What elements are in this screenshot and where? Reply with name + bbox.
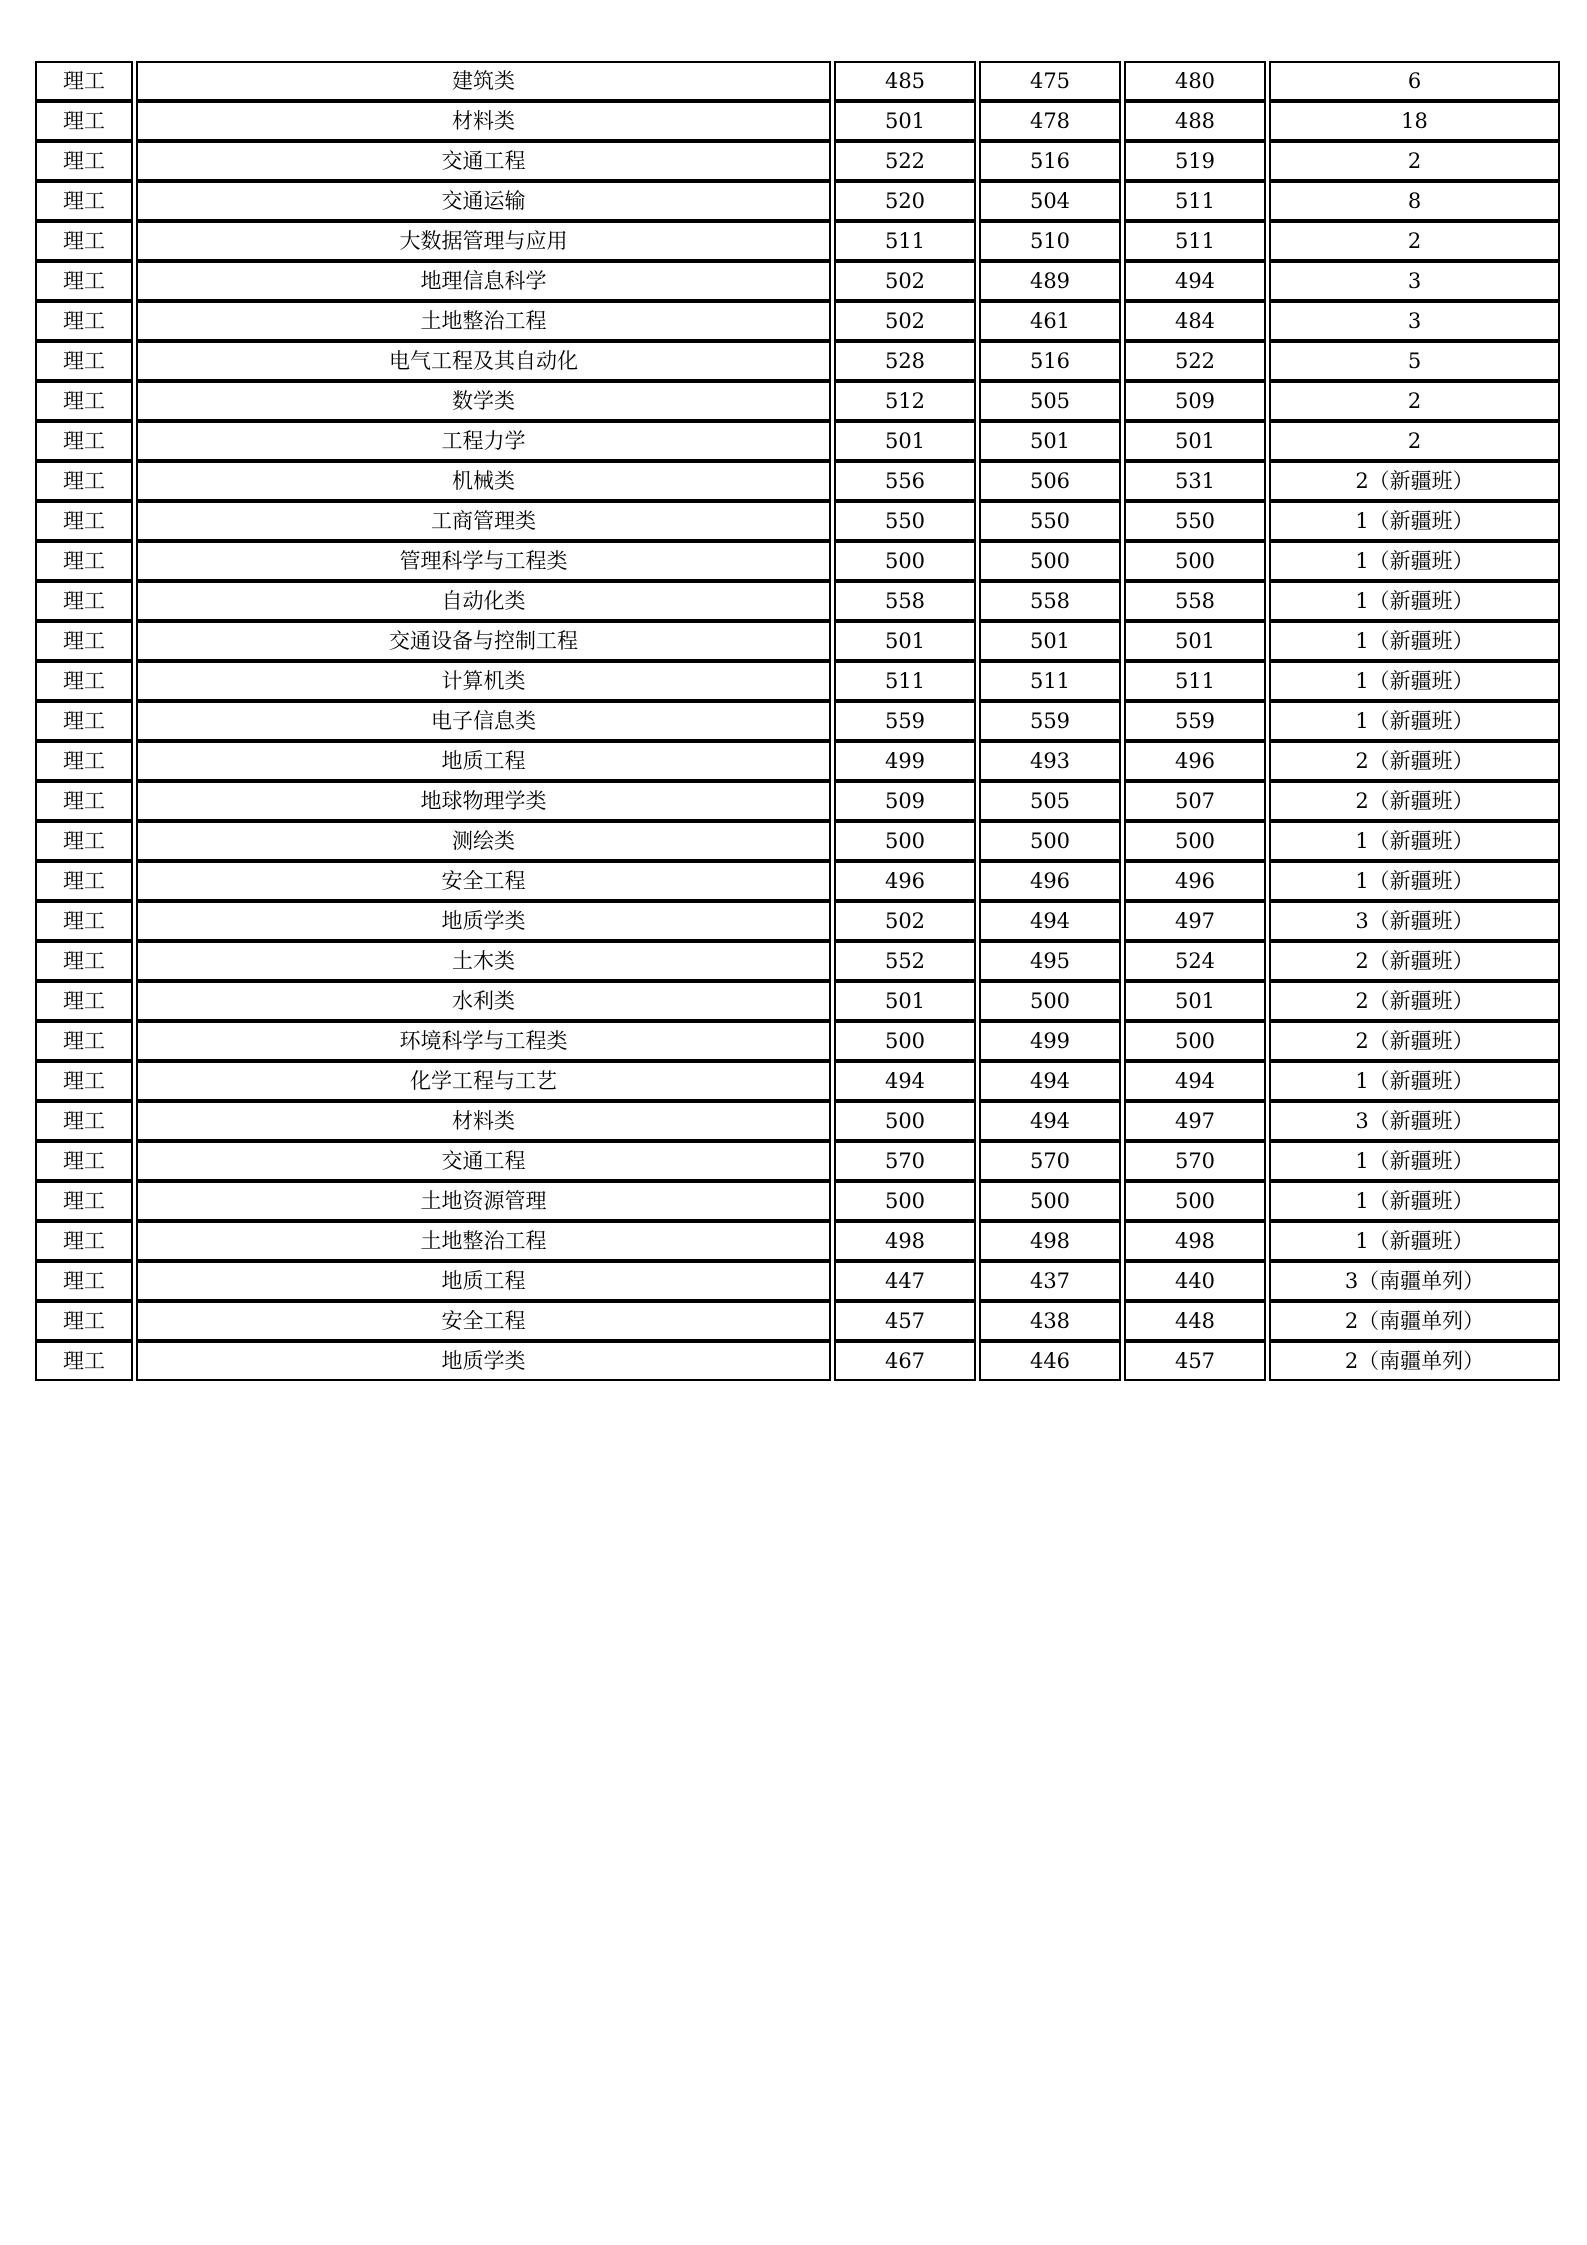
table-row <box>35 781 1560 821</box>
table-row <box>35 581 1560 621</box>
max-score-cell: 502 <box>834 261 976 301</box>
min-score-cell: 505 <box>979 781 1121 821</box>
major-cell: 化学工程与工艺 <box>136 1061 831 1101</box>
category-cell: 理工 <box>35 1341 133 1381</box>
enrollment-count-cell: 2 <box>1269 141 1560 181</box>
category-cell: 理工 <box>35 261 133 301</box>
table-row <box>35 101 1560 141</box>
table-row <box>35 261 1560 301</box>
max-score-cell: 499 <box>834 741 976 781</box>
min-score-cell: 504 <box>979 181 1121 221</box>
major-cell: 机械类 <box>136 461 831 501</box>
enrollment-count-cell: 1（新疆班） <box>1269 1141 1560 1181</box>
major-cell: 交通运输 <box>136 181 831 221</box>
category-cell: 理工 <box>35 861 133 901</box>
avg-score-cell: 522 <box>1124 341 1266 381</box>
enrollment-count-cell: 2（南疆单列） <box>1269 1341 1560 1381</box>
enrollment-count-cell: 1（新疆班） <box>1269 1181 1560 1221</box>
category-cell: 理工 <box>35 1221 133 1261</box>
avg-score-cell: 440 <box>1124 1261 1266 1301</box>
category-cell: 理工 <box>35 661 133 701</box>
max-score-cell: 447 <box>834 1261 976 1301</box>
category-cell: 理工 <box>35 1301 133 1341</box>
min-score-cell: 501 <box>979 621 1121 661</box>
avg-score-cell: 558 <box>1124 581 1266 621</box>
min-score-cell: 499 <box>979 1021 1121 1061</box>
enrollment-count-cell: 3 <box>1269 301 1560 341</box>
table-row <box>35 421 1560 461</box>
avg-score-cell: 496 <box>1124 861 1266 901</box>
enrollment-count-cell: 2（新疆班） <box>1269 781 1560 821</box>
category-cell: 理工 <box>35 421 133 461</box>
table-row <box>35 1141 1560 1181</box>
table-row <box>35 61 1560 101</box>
major-cell: 工程力学 <box>136 421 831 461</box>
max-score-cell: 485 <box>834 61 976 101</box>
max-score-cell: 550 <box>834 501 976 541</box>
enrollment-count-cell: 3（南疆单列） <box>1269 1261 1560 1301</box>
major-cell: 地质工程 <box>136 741 831 781</box>
avg-score-cell: 494 <box>1124 261 1266 301</box>
category-cell: 理工 <box>35 341 133 381</box>
major-cell: 土地整治工程 <box>136 301 831 341</box>
min-score-cell: 446 <box>979 1341 1121 1381</box>
enrollment-count-cell: 1（新疆班） <box>1269 1221 1560 1261</box>
avg-score-cell: 497 <box>1124 901 1266 941</box>
min-score-cell: 500 <box>979 981 1121 1021</box>
enrollment-count-cell: 2 <box>1269 221 1560 261</box>
min-score-cell: 500 <box>979 1181 1121 1221</box>
min-score-cell: 505 <box>979 381 1121 421</box>
enrollment-count-cell: 2（新疆班） <box>1269 741 1560 781</box>
major-cell: 建筑类 <box>136 61 831 101</box>
max-score-cell: 501 <box>834 621 976 661</box>
avg-score-cell: 550 <box>1124 501 1266 541</box>
max-score-cell: 570 <box>834 1141 976 1181</box>
table-row <box>35 901 1560 941</box>
min-score-cell: 496 <box>979 861 1121 901</box>
max-score-cell: 500 <box>834 1181 976 1221</box>
table-row <box>35 541 1560 581</box>
table-row <box>35 661 1560 701</box>
avg-score-cell: 500 <box>1124 1181 1266 1221</box>
category-cell: 理工 <box>35 1261 133 1301</box>
category-cell: 理工 <box>35 101 133 141</box>
table-row <box>35 1101 1560 1141</box>
enrollment-count-cell: 2（南疆单列） <box>1269 1301 1560 1341</box>
major-cell: 安全工程 <box>136 1301 831 1341</box>
min-score-cell: 461 <box>979 301 1121 341</box>
category-cell: 理工 <box>35 1021 133 1061</box>
max-score-cell: 467 <box>834 1341 976 1381</box>
major-cell: 数学类 <box>136 381 831 421</box>
enrollment-count-cell: 1（新疆班） <box>1269 501 1560 541</box>
table-row <box>35 501 1560 541</box>
avg-score-cell: 531 <box>1124 461 1266 501</box>
enrollment-count-cell: 1（新疆班） <box>1269 661 1560 701</box>
enrollment-count-cell: 3（新疆班） <box>1269 901 1560 941</box>
max-score-cell: 512 <box>834 381 976 421</box>
category-cell: 理工 <box>35 781 133 821</box>
avg-score-cell: 511 <box>1124 661 1266 701</box>
avg-score-cell: 500 <box>1124 1021 1266 1061</box>
max-score-cell: 498 <box>834 1221 976 1261</box>
avg-score-cell: 501 <box>1124 421 1266 461</box>
min-score-cell: 437 <box>979 1261 1121 1301</box>
major-cell: 测绘类 <box>136 821 831 861</box>
admission-score-table <box>32 61 1563 1381</box>
max-score-cell: 511 <box>834 661 976 701</box>
category-cell: 理工 <box>35 141 133 181</box>
max-score-cell: 500 <box>834 541 976 581</box>
enrollment-count-cell: 1（新疆班） <box>1269 701 1560 741</box>
major-cell: 地质工程 <box>136 1261 831 1301</box>
avg-score-cell: 511 <box>1124 221 1266 261</box>
major-cell: 地质学类 <box>136 1341 831 1381</box>
max-score-cell: 520 <box>834 181 976 221</box>
table-row <box>35 141 1560 181</box>
enrollment-count-cell: 1（新疆班） <box>1269 621 1560 661</box>
table-row <box>35 381 1560 421</box>
avg-score-cell: 457 <box>1124 1341 1266 1381</box>
major-cell: 安全工程 <box>136 861 831 901</box>
max-score-cell: 502 <box>834 901 976 941</box>
category-cell: 理工 <box>35 181 133 221</box>
major-cell: 地质学类 <box>136 901 831 941</box>
max-score-cell: 511 <box>834 221 976 261</box>
table-row <box>35 981 1560 1021</box>
major-cell: 电子信息类 <box>136 701 831 741</box>
min-score-cell: 438 <box>979 1301 1121 1341</box>
category-cell: 理工 <box>35 621 133 661</box>
table-row <box>35 301 1560 341</box>
min-score-cell: 501 <box>979 421 1121 461</box>
enrollment-count-cell: 1（新疆班） <box>1269 581 1560 621</box>
min-score-cell: 494 <box>979 1061 1121 1101</box>
major-cell: 材料类 <box>136 1101 831 1141</box>
table-row <box>35 701 1560 741</box>
major-cell: 电气工程及其自动化 <box>136 341 831 381</box>
min-score-cell: 570 <box>979 1141 1121 1181</box>
min-score-cell: 511 <box>979 661 1121 701</box>
enrollment-count-cell: 3 <box>1269 261 1560 301</box>
min-score-cell: 516 <box>979 141 1121 181</box>
table-row <box>35 1061 1560 1101</box>
major-cell: 材料类 <box>136 101 831 141</box>
category-cell: 理工 <box>35 701 133 741</box>
table-row <box>35 621 1560 661</box>
category-cell: 理工 <box>35 1061 133 1101</box>
table-row <box>35 1221 1560 1261</box>
max-score-cell: 559 <box>834 701 976 741</box>
major-cell: 自动化类 <box>136 581 831 621</box>
avg-score-cell: 559 <box>1124 701 1266 741</box>
table-row <box>35 821 1560 861</box>
major-cell: 水利类 <box>136 981 831 1021</box>
enrollment-count-cell: 18 <box>1269 101 1560 141</box>
major-cell: 土地资源管理 <box>136 1181 831 1221</box>
avg-score-cell: 500 <box>1124 821 1266 861</box>
table-row <box>35 741 1560 781</box>
category-cell: 理工 <box>35 1141 133 1181</box>
max-score-cell: 500 <box>834 1021 976 1061</box>
avg-score-cell: 497 <box>1124 1101 1266 1141</box>
max-score-cell: 528 <box>834 341 976 381</box>
min-score-cell: 478 <box>979 101 1121 141</box>
category-cell: 理工 <box>35 941 133 981</box>
table-body <box>35 61 1560 1381</box>
min-score-cell: 506 <box>979 461 1121 501</box>
category-cell: 理工 <box>35 581 133 621</box>
category-cell: 理工 <box>35 821 133 861</box>
category-cell: 理工 <box>35 301 133 341</box>
max-score-cell: 552 <box>834 941 976 981</box>
enrollment-count-cell: 5 <box>1269 341 1560 381</box>
max-score-cell: 457 <box>834 1301 976 1341</box>
avg-score-cell: 484 <box>1124 301 1266 341</box>
min-score-cell: 516 <box>979 341 1121 381</box>
table-row <box>35 181 1560 221</box>
enrollment-count-cell: 2 <box>1269 381 1560 421</box>
max-score-cell: 501 <box>834 981 976 1021</box>
avg-score-cell: 488 <box>1124 101 1266 141</box>
max-score-cell: 500 <box>834 1101 976 1141</box>
min-score-cell: 475 <box>979 61 1121 101</box>
major-cell: 交通设备与控制工程 <box>136 621 831 661</box>
avg-score-cell: 501 <box>1124 981 1266 1021</box>
avg-score-cell: 570 <box>1124 1141 1266 1181</box>
category-cell: 理工 <box>35 541 133 581</box>
min-score-cell: 510 <box>979 221 1121 261</box>
avg-score-cell: 509 <box>1124 381 1266 421</box>
enrollment-count-cell: 2（新疆班） <box>1269 1021 1560 1061</box>
table-row <box>35 221 1560 261</box>
enrollment-count-cell: 2（新疆班） <box>1269 461 1560 501</box>
major-cell: 交通工程 <box>136 1141 831 1181</box>
avg-score-cell: 480 <box>1124 61 1266 101</box>
max-score-cell: 500 <box>834 821 976 861</box>
enrollment-count-cell: 8 <box>1269 181 1560 221</box>
avg-score-cell: 500 <box>1124 541 1266 581</box>
major-cell: 环境科学与工程类 <box>136 1021 831 1061</box>
avg-score-cell: 507 <box>1124 781 1266 821</box>
enrollment-count-cell: 3（新疆班） <box>1269 1101 1560 1141</box>
min-score-cell: 489 <box>979 261 1121 301</box>
major-cell: 工商管理类 <box>136 501 831 541</box>
enrollment-count-cell: 6 <box>1269 61 1560 101</box>
major-cell: 交通工程 <box>136 141 831 181</box>
table-row <box>35 1261 1560 1301</box>
min-score-cell: 498 <box>979 1221 1121 1261</box>
max-score-cell: 494 <box>834 1061 976 1101</box>
enrollment-count-cell: 1（新疆班） <box>1269 1061 1560 1101</box>
category-cell: 理工 <box>35 981 133 1021</box>
avg-score-cell: 498 <box>1124 1221 1266 1261</box>
table-row <box>35 1181 1560 1221</box>
min-score-cell: 500 <box>979 821 1121 861</box>
major-cell: 管理科学与工程类 <box>136 541 831 581</box>
category-cell: 理工 <box>35 501 133 541</box>
min-score-cell: 550 <box>979 501 1121 541</box>
major-cell: 土地整治工程 <box>136 1221 831 1261</box>
min-score-cell: 493 <box>979 741 1121 781</box>
enrollment-count-cell: 1（新疆班） <box>1269 861 1560 901</box>
min-score-cell: 500 <box>979 541 1121 581</box>
major-cell: 计算机类 <box>136 661 831 701</box>
enrollment-count-cell: 2（新疆班） <box>1269 941 1560 981</box>
table-row <box>35 461 1560 501</box>
avg-score-cell: 448 <box>1124 1301 1266 1341</box>
enrollment-count-cell: 1（新疆班） <box>1269 541 1560 581</box>
avg-score-cell: 494 <box>1124 1061 1266 1101</box>
enrollment-count-cell: 2 <box>1269 421 1560 461</box>
category-cell: 理工 <box>35 1181 133 1221</box>
max-score-cell: 501 <box>834 101 976 141</box>
min-score-cell: 494 <box>979 901 1121 941</box>
table-row <box>35 941 1560 981</box>
max-score-cell: 502 <box>834 301 976 341</box>
max-score-cell: 556 <box>834 461 976 501</box>
max-score-cell: 558 <box>834 581 976 621</box>
min-score-cell: 559 <box>979 701 1121 741</box>
min-score-cell: 494 <box>979 1101 1121 1141</box>
enrollment-count-cell: 1（新疆班） <box>1269 821 1560 861</box>
min-score-cell: 495 <box>979 941 1121 981</box>
max-score-cell: 509 <box>834 781 976 821</box>
avg-score-cell: 496 <box>1124 741 1266 781</box>
major-cell: 土木类 <box>136 941 831 981</box>
max-score-cell: 501 <box>834 421 976 461</box>
avg-score-cell: 524 <box>1124 941 1266 981</box>
major-cell: 地理信息科学 <box>136 261 831 301</box>
avg-score-cell: 519 <box>1124 141 1266 181</box>
category-cell: 理工 <box>35 381 133 421</box>
major-cell: 大数据管理与应用 <box>136 221 831 261</box>
category-cell: 理工 <box>35 901 133 941</box>
avg-score-cell: 501 <box>1124 621 1266 661</box>
max-score-cell: 496 <box>834 861 976 901</box>
category-cell: 理工 <box>35 1101 133 1141</box>
category-cell: 理工 <box>35 461 133 501</box>
category-cell: 理工 <box>35 221 133 261</box>
table-row <box>35 861 1560 901</box>
max-score-cell: 522 <box>834 141 976 181</box>
table-row <box>35 1301 1560 1341</box>
min-score-cell: 558 <box>979 581 1121 621</box>
table-row <box>35 1021 1560 1061</box>
table-row <box>35 341 1560 381</box>
category-cell: 理工 <box>35 741 133 781</box>
major-cell: 地球物理学类 <box>136 781 831 821</box>
enrollment-count-cell: 2（新疆班） <box>1269 981 1560 1021</box>
avg-score-cell: 511 <box>1124 181 1266 221</box>
category-cell: 理工 <box>35 61 133 101</box>
table-row <box>35 1341 1560 1381</box>
